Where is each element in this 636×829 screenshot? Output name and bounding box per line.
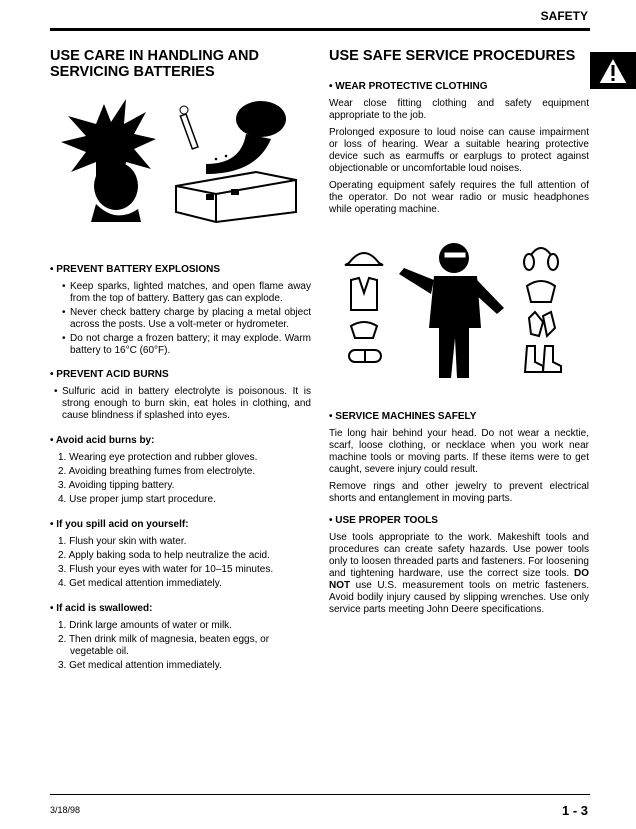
warning-tab: [590, 52, 636, 89]
list-item: 4. Use proper jump start procedure.: [58, 494, 216, 505]
tools-text-a: Use tools appropriate to the work. Makeshift tools and procedures can create safety hazards. Use power tools only to loosen threaded parts and fasteners. For loosening and tightening hardware, use the correct size tools.: [329, 532, 589, 579]
acid-swallowed-heading: • If acid is swallowed:: [50, 603, 153, 614]
list-item: • Do not charge a frozen battery; it may explode. Warm battery to 16°C (60°F).: [62, 333, 311, 357]
list-item: 2. Apply baking soda to help neutralize the acid.: [58, 550, 270, 561]
paragraph: Operating equipment safely requires the full attention of the operator. Do not wear radio or music headphones while operating machine.: [329, 180, 589, 215]
list-item: • Keep sparks, lighted matches, and open flame away from the top of battery. Battery gas can explode.: [62, 281, 311, 305]
bottom-rule: [50, 794, 590, 795]
list-item: 3. Flush your eyes with water for 10–15 minutes.: [58, 564, 274, 575]
left-title: USE CARE IN HANDLING AND SERVICING BATTERIES: [50, 48, 259, 80]
acid-burns-heading: • PREVENT ACID BURNS: [50, 369, 169, 380]
list-item: 3. Avoiding tipping battery.: [58, 480, 175, 491]
tools-text-emphasis: DO NOT: [329, 568, 589, 591]
list-item: 4. Get medical attention immediately.: [58, 578, 222, 589]
list-item: 1. Flush your skin with water.: [58, 536, 187, 547]
list-item: 1. Wearing eye protection and rubber gloves.: [58, 452, 258, 463]
protective-clothing-heading: • WEAR PROTECTIVE CLOTHING: [329, 81, 488, 92]
battery-explosions-heading: • PREVENT BATTERY EXPLOSIONS: [50, 264, 221, 275]
list-item: 2. Avoiding breathing fumes from electrolyte.: [58, 466, 256, 477]
left-column: [50, 48, 311, 674]
avoid-burns-section: [50, 435, 311, 506]
section-label: SAFETY: [540, 9, 588, 23]
list-item: 2. Then drink milk of magnesia, beaten eggs, or vegetable oil.: [58, 634, 270, 657]
service-machines-heading: • SERVICE MACHINES SAFELY: [329, 411, 477, 422]
warning-icon: [596, 55, 630, 87]
spill-acid-heading: • If you spill acid on yourself:: [50, 519, 189, 530]
list-item: 3. Get medical attention immediately.: [58, 660, 222, 671]
paragraph: Remove rings and other jewelry to prevent electrical shorts and entanglement in moving parts.: [329, 481, 589, 504]
footer-date: 3/18/98: [50, 805, 81, 815]
right-column: [329, 48, 589, 621]
proper-tools-heading: • USE PROPER TOOLS: [329, 515, 438, 526]
battery-explosion-illustration: [56, 94, 311, 224]
top-rule: [50, 28, 590, 31]
acid-burns-section: [50, 369, 311, 422]
paragraph: [329, 532, 589, 616]
battery-explosion-icon: [56, 94, 306, 224]
protective-equipment-icon: [329, 238, 569, 383]
protective-equipment-illustration: [329, 238, 589, 383]
list-item: • Sulfuric acid in battery electrolyte is poisonous. It is strong enough to burn skin, eat holes in clothing, and cause blindness if splashed into eyes.: [54, 386, 311, 422]
paragraph: Tie long hair behind your head. Do not wear a necktie, scarf, loose clothing, or necklace when you work near machine tools or moving parts. If these items were to get caught, severe injury could result.: [329, 428, 589, 475]
tools-text-b: use U.S. measurement tools on metric fasteners. Avoid bodily injury caused by slipping wrenches. Use only service parts meeting John Deere specifications.: [329, 580, 589, 615]
proper-tools-section: [329, 515, 589, 616]
paragraph: Prolonged exposure to loud noise can cause impairment or loss of hearing. Wear a suitable hearing protective device such as earmuffs or earplugs to protect against objectionable or uncomfortable loud noises.: [329, 127, 589, 174]
list-item: • Never check battery charge by placing a metal object across the posts. Use a volt-meter or hydrometer.: [62, 307, 311, 331]
service-machines-section: [329, 411, 589, 505]
avoid-burns-heading: • Avoid acid burns by:: [50, 435, 155, 446]
page-number: 1 - 3: [561, 803, 588, 818]
spill-acid-section: [50, 519, 311, 590]
protective-clothing-section: [329, 81, 589, 216]
right-title: USE SAFE SERVICE PROCEDURES: [329, 48, 576, 64]
acid-swallowed-section: [50, 603, 311, 672]
list-item: 1. Drink large amounts of water or milk.: [58, 620, 232, 631]
paragraph: Wear close fitting clothing and safety equipment appropriate to the job.: [329, 98, 589, 121]
battery-explosions-section: [50, 264, 311, 357]
